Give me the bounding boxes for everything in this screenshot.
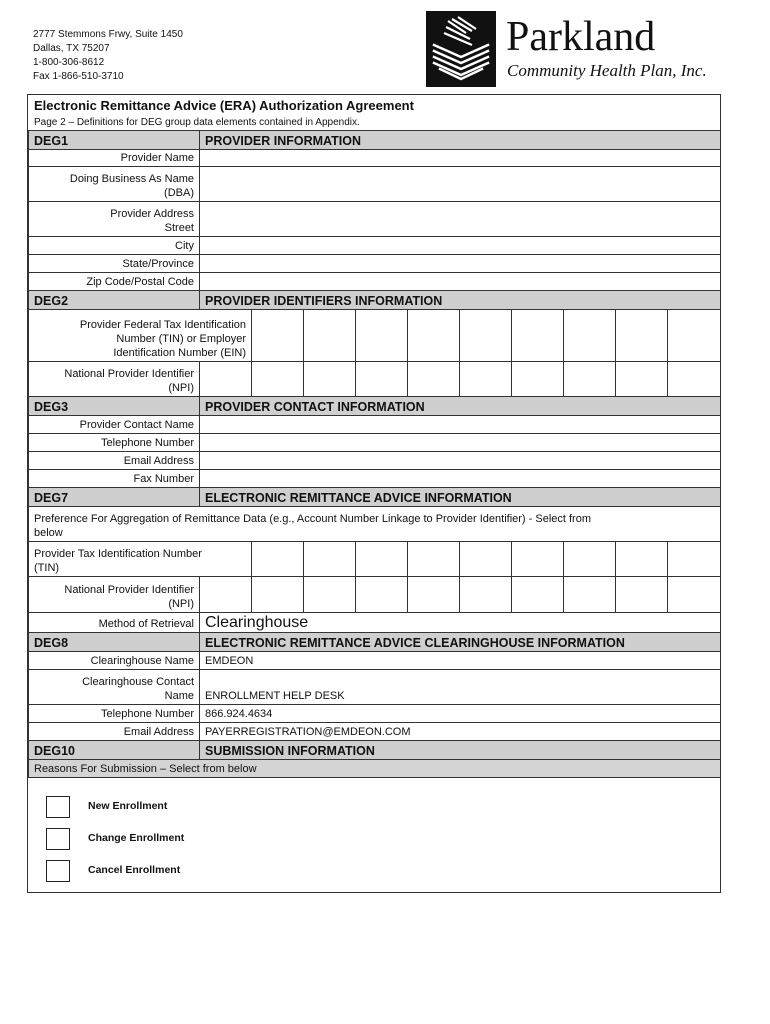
deg2-header-row	[29, 291, 721, 310]
change-enrollment-option[interactable]	[46, 828, 346, 852]
npi-digit-field[interactable]	[564, 362, 616, 397]
era-tin-digit-field[interactable]	[252, 542, 304, 577]
clearinghouse-email-value[interactable]: PAYERREGISTRATION@EMDEON.COM	[200, 723, 721, 741]
state-label: State/Province	[29, 255, 200, 273]
tin-digit-field[interactable]	[460, 310, 512, 362]
zip-label: Zip Code/Postal Code	[29, 273, 200, 291]
deg8-header-row	[29, 633, 721, 652]
table-row	[29, 760, 721, 778]
clearinghouse-contact-label: Clearinghouse Contact Name	[29, 670, 200, 705]
table-row	[29, 670, 721, 705]
tin-digit-field[interactable]	[668, 310, 721, 362]
deg10-code: DEG10	[29, 741, 200, 760]
tin-digit-field[interactable]	[356, 310, 408, 362]
table-row	[29, 652, 721, 670]
provider-name-field[interactable]	[200, 150, 721, 167]
dba-label: Doing Business As Name (DBA)	[29, 167, 200, 202]
table-row	[29, 434, 721, 452]
era-tin-digit-field[interactable]	[460, 542, 512, 577]
tin-digit-field[interactable]	[512, 310, 564, 362]
table-row	[29, 542, 721, 577]
clearinghouse-telephone-value[interactable]: 866.924.4634	[200, 705, 721, 723]
deg8-heading: ELECTRONIC REMITTANCE ADVICE CLEARINGHOUSE INFORMATION	[200, 633, 721, 652]
era-npi-digit-field[interactable]	[252, 577, 304, 613]
submission-reasons-label: Reasons For Submission – Select from below	[29, 760, 721, 778]
era-tin-label: Provider Tax Identification Number (TIN)	[29, 542, 252, 577]
era-tin-digit-field[interactable]	[356, 542, 408, 577]
table-row	[29, 150, 721, 167]
table-row	[29, 362, 721, 397]
table-row	[29, 273, 721, 291]
new-enrollment-option[interactable]	[46, 796, 346, 820]
npi-digit-field[interactable]	[252, 362, 304, 397]
logo-mark-icon	[426, 11, 496, 87]
address-fax: Fax 1-866-510-3710	[33, 71, 124, 82]
table-row	[29, 705, 721, 723]
table-row	[29, 167, 721, 202]
deg7-heading: ELECTRONIC REMITTANCE ADVICE INFORMATION	[200, 488, 721, 507]
npi-digit-field[interactable]	[408, 362, 460, 397]
deg8-code: DEG8	[29, 633, 200, 652]
logo-name: Parkland	[506, 14, 656, 60]
era-npi-label: National Provider Identifier (NPI)	[29, 577, 200, 613]
table-row	[29, 507, 721, 542]
dba-field[interactable]	[200, 167, 721, 202]
parkland-logo	[426, 11, 726, 87]
table-row	[29, 237, 721, 255]
tin-digit-field[interactable]	[408, 310, 460, 362]
tin-digit-field[interactable]	[564, 310, 616, 362]
new-enrollment-label: New Enrollment	[88, 800, 168, 812]
deg7-header-row	[29, 488, 721, 507]
logo-subtitle: Community Health Plan, Inc.	[507, 61, 707, 80]
table-row	[29, 202, 721, 237]
npi-digit-field[interactable]	[460, 362, 512, 397]
deg3-heading: PROVIDER CONTACT INFORMATION	[200, 397, 721, 416]
deg2-code: DEG2	[29, 291, 200, 310]
table-row	[29, 613, 721, 633]
retrieval-method-value[interactable]: Clearinghouse	[200, 613, 721, 633]
new-enrollment-checkbox[interactable]	[46, 796, 70, 818]
company-address	[33, 28, 183, 84]
zip-field[interactable]	[200, 273, 721, 291]
state-field[interactable]	[200, 255, 721, 273]
era-npi-digit-field[interactable]	[408, 577, 460, 613]
contact-email-label: Email Address	[29, 452, 200, 470]
contact-fax-field[interactable]	[200, 470, 721, 488]
era-npi-digit-field[interactable]	[512, 577, 564, 613]
tin-ein-label: Provider Federal Tax Identification Number (TIN) or Employer Identification Number (EIN)	[29, 310, 252, 362]
clearinghouse-telephone-label: Telephone Number	[29, 705, 200, 723]
provider-address-field[interactable]	[200, 202, 721, 237]
cancel-enrollment-option[interactable]	[46, 860, 346, 884]
era-npi-digit-field[interactable]	[200, 577, 252, 613]
address-city: Dallas, TX 75207	[33, 43, 110, 54]
clearinghouse-name-value[interactable]: EMDEON	[200, 652, 721, 670]
form-grid	[28, 130, 721, 778]
npi-digit-field[interactable]	[616, 362, 668, 397]
contact-name-label: Provider Contact Name	[29, 416, 200, 434]
table-row	[29, 723, 721, 741]
deg2-heading: PROVIDER IDENTIFIERS INFORMATION	[200, 291, 721, 310]
table-row	[29, 577, 721, 613]
npi-digit-field[interactable]	[304, 362, 356, 397]
retrieval-method-label: Method of Retrieval	[29, 613, 200, 633]
address-phone: 1-800-306-8612	[33, 57, 105, 68]
npi-label: National Provider Identifier (NPI)	[29, 362, 200, 397]
deg10-heading: SUBMISSION INFORMATION	[200, 741, 721, 760]
era-tin-digit-field[interactable]	[512, 542, 564, 577]
era-authorization-form	[27, 94, 721, 893]
aggregation-preference-text: Preference For Aggregation of Remittance Data (e.g., Account Number Linkage to Provider Identifier) - Select from below	[29, 507, 721, 542]
era-npi-digit-field[interactable]	[304, 577, 356, 613]
deg7-code: DEG7	[29, 488, 200, 507]
tin-digit-field[interactable]	[252, 310, 304, 362]
era-npi-digit-field[interactable]	[460, 577, 512, 613]
npi-digit-field[interactable]	[356, 362, 408, 397]
form-subtitle: Page 2 – Definitions for DEG group data elements contained in Appendix.	[34, 117, 360, 128]
deg10-header-row	[29, 741, 721, 760]
era-npi-digit-field[interactable]	[668, 577, 721, 613]
era-tin-digit-field[interactable]	[616, 542, 668, 577]
era-npi-digit-field[interactable]	[356, 577, 408, 613]
clearinghouse-email-label: Email Address	[29, 723, 200, 741]
npi-digit-field[interactable]	[200, 362, 252, 397]
contact-fax-label: Fax Number	[29, 470, 200, 488]
change-enrollment-label: Change Enrollment	[88, 832, 185, 844]
clearinghouse-contact-value[interactable]: ENROLLMENT HELP DESK	[200, 670, 721, 705]
era-tin-digit-field[interactable]	[668, 542, 721, 577]
npi-digit-field[interactable]	[668, 362, 721, 397]
contact-name-field[interactable]	[200, 416, 721, 434]
form-title: Electronic Remittance Advice (ERA) Authorization Agreement	[34, 98, 414, 113]
address-street: 2777 Stemmons Frwy, Suite 1450	[33, 29, 183, 40]
era-tin-digit-field[interactable]	[564, 542, 616, 577]
deg3-header-row	[29, 397, 721, 416]
era-npi-digit-field[interactable]	[616, 577, 668, 613]
clearinghouse-name-label: Clearinghouse Name	[29, 652, 200, 670]
table-row	[29, 470, 721, 488]
era-tin-digit-field[interactable]	[408, 542, 460, 577]
cancel-enrollment-checkbox[interactable]	[46, 860, 70, 882]
contact-telephone-field[interactable]	[200, 434, 721, 452]
city-label: City	[29, 237, 200, 255]
tin-digit-field[interactable]	[304, 310, 356, 362]
era-npi-digit-field[interactable]	[564, 577, 616, 613]
contact-telephone-label: Telephone Number	[29, 434, 200, 452]
table-row	[29, 255, 721, 273]
contact-email-field[interactable]	[200, 452, 721, 470]
city-field[interactable]	[200, 237, 721, 255]
deg1-header-row	[29, 131, 721, 150]
table-row	[29, 452, 721, 470]
change-enrollment-checkbox[interactable]	[46, 828, 70, 850]
provider-name-label: Provider Name	[29, 150, 200, 167]
npi-digit-field[interactable]	[512, 362, 564, 397]
deg1-code: DEG1	[29, 131, 200, 150]
tin-digit-field[interactable]	[616, 310, 668, 362]
deg1-heading: PROVIDER INFORMATION	[200, 131, 721, 150]
table-row	[29, 310, 721, 362]
provider-address-label: Provider Address Street	[29, 202, 200, 237]
deg3-code: DEG3	[29, 397, 200, 416]
table-row	[29, 416, 721, 434]
cancel-enrollment-label: Cancel Enrollment	[88, 864, 181, 876]
era-tin-digit-field[interactable]	[304, 542, 356, 577]
